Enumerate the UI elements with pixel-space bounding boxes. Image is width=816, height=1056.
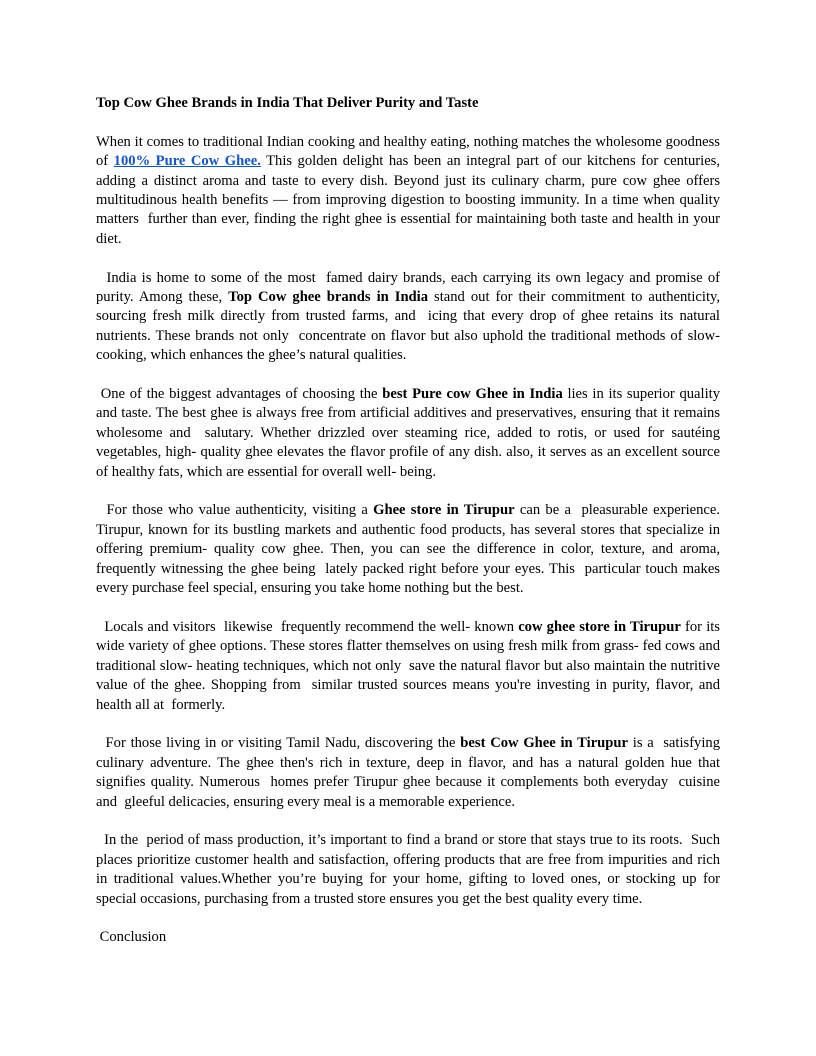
conclusion-heading: Conclusion: [96, 929, 167, 946]
paragraph-text: For those who value authenticity, visiting a: [96, 502, 374, 519]
bold-keyword: best Cow Ghee in Tirupur: [460, 735, 628, 752]
bold-keyword: Top Cow ghee brands in India: [228, 289, 429, 306]
paragraph-text: For those living in or visiting Tamil Nadu, discovering the: [96, 735, 461, 752]
paragraph-text: for its wide variety of ghee options. These stores flatter themselves on using fresh milk from grass- fed cows and traditional slow- heating techniques, which not only save the natural flavor but also maintain the nutritive value of the ghee. Shopping from similar trusted sources means you're investing in purity, flavor, and health all at formerly.: [96, 618, 724, 713]
paragraph-locals: [96, 618, 724, 715]
paragraph-text: is a satisfying culinary adventure. The ghee then's rich in texture, deep in flavor, and has a natural golden hue that signifies quality. Numerous homes prefer Tirupur ghee because it complements both everyday cuisine and gleeful delicacies, ensuring every meal is a memorable experience.: [96, 735, 724, 810]
paragraph-text: lies in its superior quality and taste. The best ghee is always free from artificial additives and preservatives, ensuring that it remains wholesome and salutary. Whether drizzled over steaming rice, added to rotis, or used for sautéing vegetables, high- quality ghee elevates the flavor profile of any dish. also, it serves as an excellent source of healthy fats, which are essential for overall well- being.: [96, 386, 724, 480]
paragraph-text: When it comes to traditional Indian cooking and healthy eating, nothing matches the wholesome goodness of: [96, 133, 724, 170]
pure-cow-ghee-link[interactable]: 100% Pure Cow Ghee.: [113, 153, 261, 170]
paragraph-text: India is home to some of the most famed dairy brands, each carrying its own legacy and promise of purity. Among these,: [96, 269, 724, 306]
document-page: [96, 94, 724, 948]
paragraph-text: can be a pleasurable experience. Tirupur, known for its bustling markets and authentic food products, has several stores that specialize in offering premium- quality cow ghee. Then, you can see the difference in color, texture, and aroma, frequently witnessing the ghee being lately packed right before your eyes. This particular touch makes every purchase feel special, ensuring you take home nothing but the best.: [96, 502, 724, 597]
paragraph-text: In the period of mass production, it’s important to find a brand or store that stays true to its roots. Such places prioritize customer health and satisfaction, offering products that are free from impurities and rich in traditional values.Whether you’re buying for your home, gifting to loved ones, or stocking up for special occasions, purchasing from a trusted store ensures you get the best quality every time.: [96, 832, 724, 907]
bold-keyword: Ghee store in Tirupur: [373, 502, 515, 519]
paragraph-text: stand out for their commitment to authenticity, sourcing fresh milk directly from trusted farms, and icing that every drop of ghee retains its natural nutrients. These brands not only concentrate on flavor but also uphold the traditional methods of slow-cooking, which enhances the ghee’s natural qualities.: [96, 289, 724, 364]
paragraph-ghee-store: [96, 501, 724, 598]
bold-keyword: cow ghee store in Tirupur: [518, 618, 681, 635]
paragraph-intro: [96, 133, 724, 249]
document-title: Top Cow Ghee Brands in India That Deliver Purity and Taste: [96, 95, 479, 111]
bold-keyword: best Pure cow Ghee in India: [382, 386, 563, 403]
paragraph-text: Locals and visitors likewise frequently recommend the well- known: [96, 618, 519, 635]
paragraph-advantages: [96, 385, 724, 482]
paragraph-mass-production: [96, 831, 724, 909]
paragraph-brands: [96, 269, 724, 366]
paragraph-tamil-nadu: [96, 734, 724, 812]
paragraph-text: One of the biggest advantages of choosing the: [96, 386, 383, 403]
paragraph-text: This golden delight has been an integral part of our kitchens for centuries, adding a distinct aroma and taste to every dish. Beyond just its culinary charm, pure cow ghee offers multitudinous health benefits — from improving digestion to boosting immunity. In a time when quality matters further than ever, finding the right ghee is essential for maintaining both taste and health in your diet.: [96, 153, 724, 247]
